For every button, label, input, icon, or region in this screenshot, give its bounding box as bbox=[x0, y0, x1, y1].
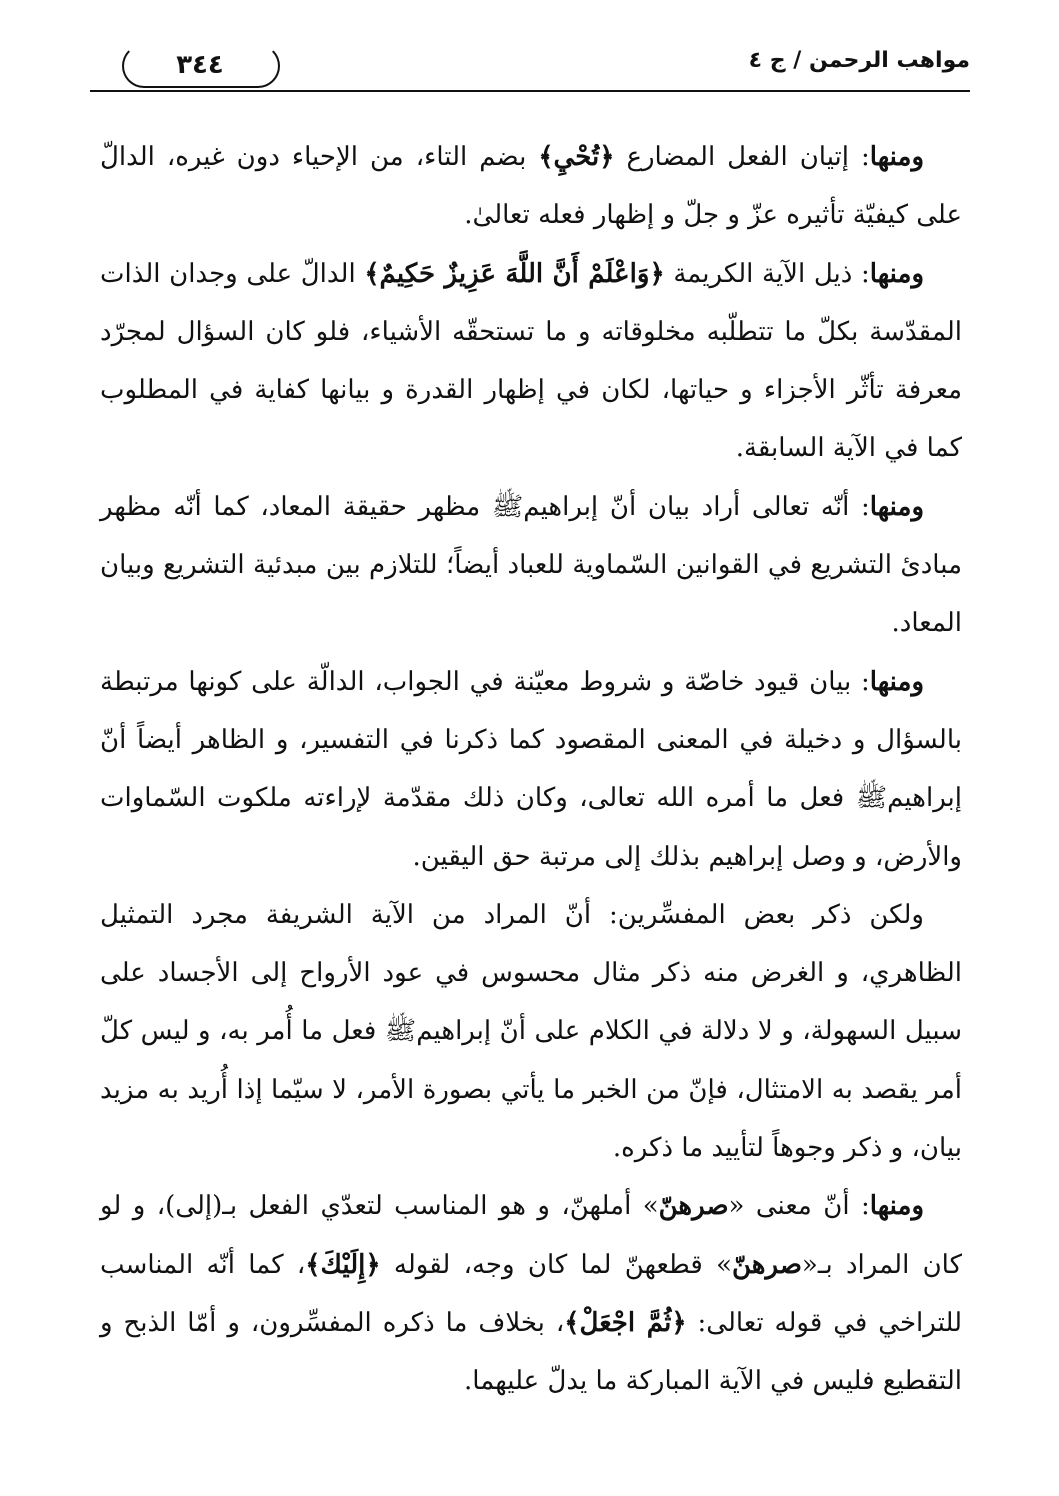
paragraph-text: : إتيان الفعل المضارع bbox=[614, 142, 870, 172]
paragraph-5 bbox=[100, 886, 962, 1177]
paragraph-text: مظهر حقيقة المعاد، كما أنّه مظهر مبادئ التشريع في القوانين السّماوية للعباد أيضاً؛ للتلازم بين مبدئية التشريع وبيان المعاد. bbox=[100, 491, 962, 639]
page-number: ٣٤٤ bbox=[176, 50, 224, 80]
paragraph-3 bbox=[100, 478, 962, 653]
paragraph-text: ، بخلاف ما ذكره المفسِّرون، و أمّا الذبح و التقطيع فليس في الآية المباركة ما يدلّ عليهما. bbox=[100, 1307, 962, 1397]
header-divider bbox=[90, 90, 970, 92]
paragraph-text: : أنّ معنى « bbox=[728, 1191, 870, 1222]
paragraph-2 bbox=[100, 245, 962, 478]
honorific-symbol: ﷺ bbox=[384, 1016, 417, 1047]
quran-quote: ﴿ثُمَّ اجْعَلْ﴾ bbox=[564, 1307, 687, 1338]
quran-quote: ﴿إِلَيْكَ﴾ bbox=[305, 1249, 381, 1280]
paragraph-text: : بيان قيود خاصّة و شروط معيّنة في الجواب، الدالّة على كونها مرتبطة بالسؤال و دخيلة في المعنى المقصود كما ذكرنا في التفسير، و الظاهر أيضاً أنّ إبراهيم bbox=[100, 666, 962, 814]
paragraph-text: فعل ما أُمر به، و ليس كلّ أمر يقصد به الامتثال، فإنّ من الخبر ما يأتي بصورة الأمر، لا سيّما إذا أُريد به مزيد بيان، و ذكر وجوهاً لتأييد ما ذكره. bbox=[100, 1016, 962, 1164]
paragraph-lead: ومنها bbox=[869, 666, 924, 697]
honorific-symbol: ﷺ bbox=[491, 491, 524, 522]
paragraph-text: ، كما أنّه المناسب للتراخي في قوله تعالى: bbox=[100, 1249, 962, 1338]
paragraph-6 bbox=[100, 1177, 962, 1410]
paragraph-text: بضم التاء، من الإحياء دون غيره، الدالّ على كيفيّة تأثيره عزّ و جلّ و إظهار فعله تعالىٰ. bbox=[100, 142, 962, 231]
honorific-symbol: ﷺ bbox=[855, 783, 888, 814]
body-text bbox=[100, 128, 962, 1411]
paragraph-4 bbox=[100, 653, 962, 886]
quoted-word: صرهنّ bbox=[658, 1191, 729, 1222]
page-header bbox=[90, 40, 970, 90]
paragraph-text: ولكن ذكر بعض المفسِّرين: أنّ المراد من الآية الشريفة مجرد التمثيل الظاهري، و الغرض منه ذكر مثال محسوس في عود الأرواح إلى الأجساد على سبيل السهولة، و لا دلالة في الكلام على أنّ إبراهيم bbox=[100, 899, 962, 1047]
quran-quote: ﴿وَاعْلَمْ أَنَّ اللَّهَ عَزِيزٌ حَكِيمٌ﴾ bbox=[364, 258, 665, 289]
paragraph-text: : ذيل الآية الكريمة bbox=[664, 258, 870, 289]
paragraph-lead: ومنها bbox=[869, 142, 924, 172]
quran-quote: ﴿تُحْيِ﴾ bbox=[538, 142, 615, 172]
paragraph-lead: ومنها bbox=[869, 491, 924, 522]
paragraph-1 bbox=[100, 128, 962, 245]
paragraph-lead: ومنها bbox=[869, 258, 924, 289]
paragraph-text: : أنّه تعالى أراد بيان أنّ إبراهيم bbox=[523, 491, 870, 522]
paragraph-text: » أملهنّ، و هو المناسب لتعدّي الفعل بـ(إلى)، و لو كان المراد بـ« bbox=[100, 1191, 962, 1280]
running-title: مواهب الرحمن / ج ٤ bbox=[748, 48, 970, 73]
paragraph-text: الدالّ على وجدان الذات المقدّسة بكلّ ما تتطلّبه مخلوقاته و ما تستحقّه الأشياء، فلو كان السؤال لمجرّد معرفة تأثّر الأجزاء و حياتها، لكان في إظهار القدرة و بيانها كفاية في المطلوب كما في الآية السابقة. bbox=[100, 258, 962, 464]
paragraph-text: » قطعهنّ لما كان وجه، لقوله bbox=[380, 1249, 732, 1280]
quoted-word: صرهنّ bbox=[731, 1249, 802, 1280]
paragraph-text: فعل ما أمره الله تعالى، وكان ذلك مقدّمة لإراءته ملكوت السّماوات والأرض، و وصل إبراهيم بذلك إلى مرتبة حق اليقين. bbox=[100, 783, 962, 872]
paragraph-lead: ومنها bbox=[869, 1191, 924, 1222]
